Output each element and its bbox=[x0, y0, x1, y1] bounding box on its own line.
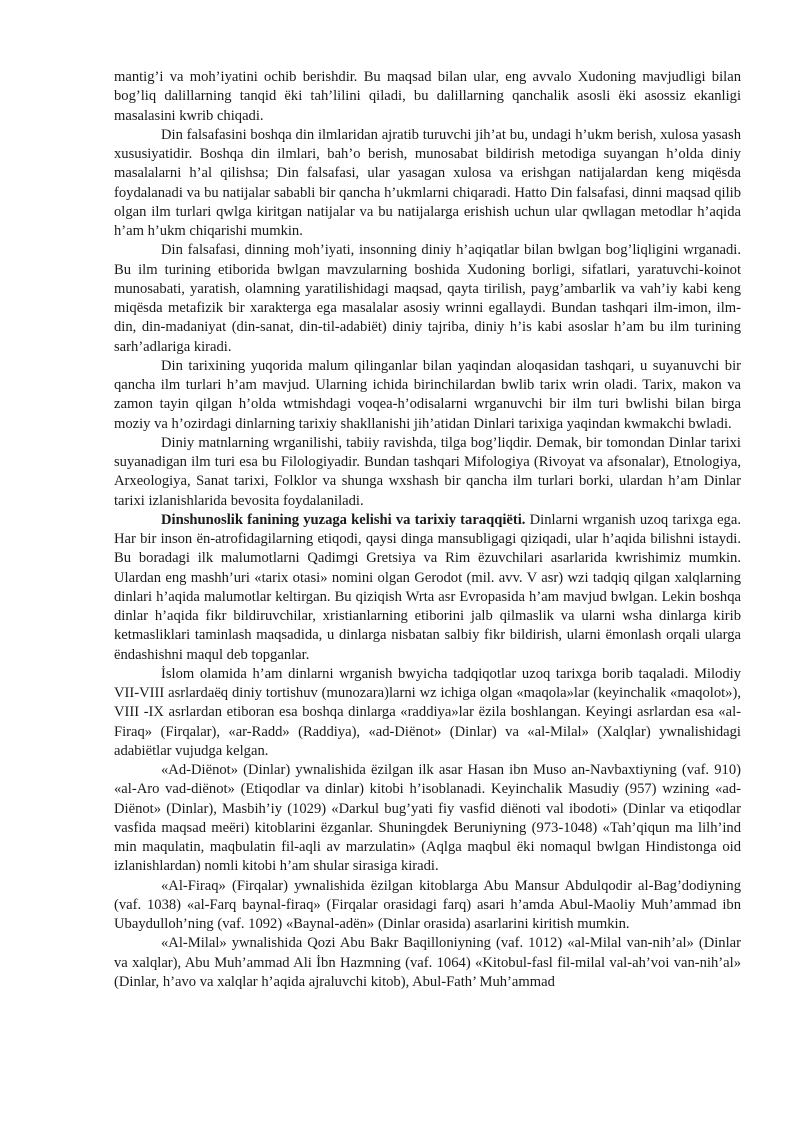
paragraph: Din falsafasini boshqa din ilmlaridan ajratib turuvchi jih’at bu, undagi h’ukm berish, xulosa yasash xususiyatidir. Boshqa din ilmlari, bah’o berish, munosabat bildirish metodiga suyangan h’olda diniy masalalarni h’al qilishsa; Din falsafasi, ular yasagan xulosa va erishgan natijalardan keng miqёsda foydalanadi va bu natijalar sababli bir qancha h’ukmlarni chiqaradi. Hatto Din falsafasi, dinni maqsad qilib olgan ilm turlari qwlga kiritgan natijalar va bu natijalarga erishish uchun ular qwllagan metodlar h’aqida h’am h’ukm chiqarishi mumkin. bbox=[114, 126, 741, 239]
paragraph: Diniy matnlarning wrganilishi, tabiiy ravishda, tilga bog’liqdir. Demak, bir tomondan Dinlar tarixi suyanadigan ilm turi esa bu Filologiyadir. Bundan tashqari Mifologiya (Rivoyat va afsonalar), Etnologiya, Arxeologiya, Sanat tarixi, Folklor va shunga wxshash bir qancha ilm turlari borki, ulardan h’am Dinlar tarixi izlanishlarida bevosita foydalaniladi. bbox=[114, 434, 741, 509]
paragraph: İslom olamida h’am dinlarni wrganish bwyicha tadqiqotlar uzoq tarixga borib taqaladi. Milodiy VII-VIII asrlardaёq diniy tortishuv (munozara)larni wz ichiga olgan «maqola»lar (keyinchalik «maqolot»), VIII -IX asrlardan etiboran esa boshqa dinlarga «raddiya»lar ёzila boshlangan. Keyingi asrlardan esa «al-Firaq» (Firqalar), «ar-Radd» (Raddiya), «ad-Diёnot» (Dinlar) va «al-Milal» (Xalqlar) ywnalishidagi adabiёtlar vujudga kelgan. bbox=[114, 665, 741, 759]
paragraph: «Ad-Diёnot» (Dinlar) ywnalishida ёzilgan ilk asar Hasan ibn Muso an-Navbaxtiyning (vaf. 910) «al-Aro vad-diёnot» (Etiqodlar va dinlar) kitobi h’isoblanadi. Keyinchalik Masudiy (957) wzining «ad-Diёnot» (Dinlar), Masbih’iy (1029) «Darkul bug’yati fiy vasfid diёnoti val ibodoti» (Dinlar va etiqodlar vasfida maqsad meёri) kitoblarini ёzganlar. Shuningdek Beruniyning (973-1048) «Tah’qiqun ma lilh’ind min maqulatin, maqbulatin fil-aqli av marzulatin» (Aqlga maqbul ёki nomaqul bwlgan Hindistonga oid izlanishlardan) nomli kitobi h’am shular sirasiga kiradi. bbox=[114, 762, 741, 875]
paragraph: Din tarixining yuqorida malum qilinganlar bilan yaqindan aloqasidan tashqari, u suyanuvchi bir qancha ilm turlari h’am mavjud. Ularning ichida birinchilardan bwlib tarix wrin oladi. Tarix, makon va zamon tayin qilgan h’olda wtmishdagi voqea-h’odisalarni wrganuvchi bir ilm turi bwlishi bilan birga moziy va h’ozirdagi dinlarning tarixiy shakllanishi jih’atidan Dinlari tarixiga yaqindan kwmakchi bwladi. bbox=[114, 357, 741, 432]
document-page bbox=[114, 68, 741, 992]
section-paragraph bbox=[114, 511, 741, 665]
paragraph: «Al-Milal» ywnalishida Qozi Abu Bakr Baqilloniyning (vaf. 1012) «al-Milal van-nih’al» (Dinlar va xalqlar), Abu Muh’ammad Ali İbn Hazmning (vaf. 1064) «Kitobul-fasl fil-milal val-ah’voi van-nih’al» (Dinlar, h’avo va xalqlar h’aqida ajraluvchi kitob), Abul-Fath’ Muh’ammad bbox=[114, 935, 741, 990]
section-heading: Dinshunoslik fanining yuzaga kelishi va tarixiy taraqqiёti. bbox=[161, 511, 526, 528]
paragraph: Din falsafasi, dinning moh’iyati, insonning diniy h’aqiqatlar bilan bwlgan bog’liqligini wrganadi. Bu ilm turining etiborida bwlgan mavzularning boshida Xudoning borligi, sifatlari, yaratuvchi-koinot munosabati, yaratish, olamning yaratilishidagi maqsad, qayta tirilish, payg’ambarlik va vah’iy kabi keng miqёsda metafizik bir xarakterga ega masalalar asosiy wrinni egallaydi. Bundan tashqari ilm-imon, ilm-din, din-madaniyat (din-sanat, din-til-adabiёt) diniy tajriba, diniy h’is kabi asoslar h’am bu ilm turining sarh’adlariga kiradi. bbox=[114, 242, 741, 355]
paragraph: «Al-Firaq» (Firqalar) ywnalishida ёzilgan kitoblarga Abu Mansur Abdulqodir al-Bag’dodiyning (vaf. 1038) «al-Farq baynal-firaq» (Firqalar orasidagi farq) asari h’amda Abul-Maoliy Muh’ammad ibn Ubaydulloh’ning (vaf. 1092) «Baynal-adёn» (Dinlar orasida) asarlarini kiritish mumkin. bbox=[114, 877, 741, 932]
paragraph-text: Dinlarni wrganish uzoq tarixga ega. Har bir inson ёn-atrofidagilarning etiqodi, qaysi dinga mansubligagi qiziqadi, ular h’aqida bilishni istaydi. Bu boradagi ilk malumotlarni Qadimgi Gretsiya va Rim ёzuvchilari asarlarida kwrishimiz mumkin. Ulardan eng mashh’uri «tarix otasi» nomini olgan Gerodot (mil. avv. V asr) wzi tadqiq qilgan xalqlarning dinlari h’aqida malumotlar keltirgan. Bu qiziqish Wrta asr Evropasida h’am mavjud bwlgan. Lekin boshqa dinlar h’aqida fikr bildiruvchilar, xristianlarning etiborini jalb qilmaslik va ularni wsha dinlarga kirib ketmasliklari taminlash maqsadida, u dinlarga nisbatan salbiy fikr bildirish, ularni ёmonlash orqali ularga ёndashishni maqul deb topganlar. bbox=[114, 511, 741, 663]
paragraph: mantig’i va moh’iyatini ochib berishdir. Bu maqsad bilan ular, eng avvalo Xudoning mavjudligi bilan bog’liq dalillarning tanqid ёki tah’lilini qiladi, bu dalillarning qanchalik asosli ёki asossiz ekanligi masalasini kwrib chiqadi. bbox=[114, 69, 741, 124]
